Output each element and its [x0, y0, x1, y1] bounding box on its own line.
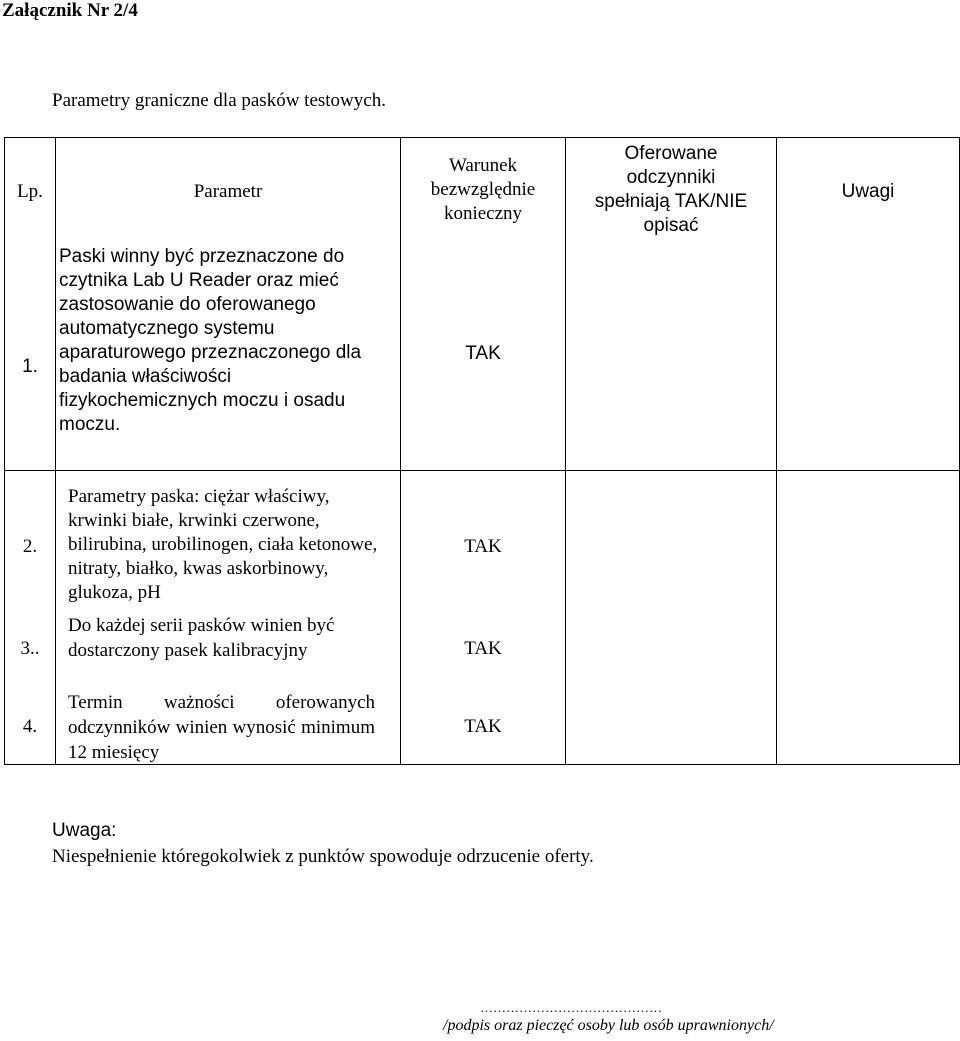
table-row-divider: [4, 470, 959, 471]
required-value: TAK: [464, 638, 502, 659]
parameter-description: Parametry paska: ciężar właściwy, krwinki białe, krwinki czerwone, bilirubina, urobilinogen, ciała ketonowe, nitraty, białko, kwas askorbinowy, glukoza, pH: [68, 486, 378, 603]
row-number: 1.: [22, 356, 38, 377]
column-header-lp: Lp.: [17, 181, 43, 202]
column-header-parameter: Parametr: [193, 181, 263, 202]
signature-caption: /podpis oraz pieczęć osoby lub osób uprawnionych/: [443, 1017, 774, 1034]
row-number: 2.: [22, 536, 38, 557]
parameter-description: Do każdej serii pasków winien być dostarczony pasek kalibracyjny: [68, 615, 335, 661]
table-column-divider: [55, 137, 56, 765]
note-text: Niespełnienie któregokolwiek z punktów spowoduje odrzucenie oferty.: [52, 846, 594, 867]
signature-line: ……………………………………: [480, 1000, 662, 1015]
note-heading: Uwaga:: [52, 820, 117, 841]
row-number: 3..: [20, 638, 40, 659]
document-title: Załącznik Nr 2/4: [2, 0, 138, 21]
table-border-top: [4, 137, 959, 138]
required-value: TAK: [464, 716, 502, 737]
table-column-divider: [400, 137, 401, 765]
required-value: TAK: [465, 343, 501, 364]
row-number: 4.: [22, 716, 38, 737]
table-border-left: [4, 137, 5, 765]
parameter-description: Termin ważności oferowanych odczynników winien wynosić minimum 12 miesięcy: [68, 692, 375, 763]
column-header-offered: Oferowane odczynniki spełniają TAK/NIE opisać: [594, 143, 748, 236]
table-column-divider: [565, 137, 566, 765]
table-subtitle: Parametry graniczne dla pasków testowych.: [52, 90, 386, 111]
table-column-divider: [776, 137, 777, 765]
column-header-notes: Uwagi: [841, 181, 895, 202]
column-header-required: Warunek bezwzględnie konieczny: [430, 155, 536, 224]
parameter-description: Paski winny być przeznaczone do czytnika Lab U Reader oraz mieć zastosowanie do oferowanego automatycznego systemu aparaturowego przeznaczonego dla badania właściwości fizykochemicznych moczu i osadu moczu.: [59, 246, 362, 435]
required-value: TAK: [464, 536, 502, 557]
